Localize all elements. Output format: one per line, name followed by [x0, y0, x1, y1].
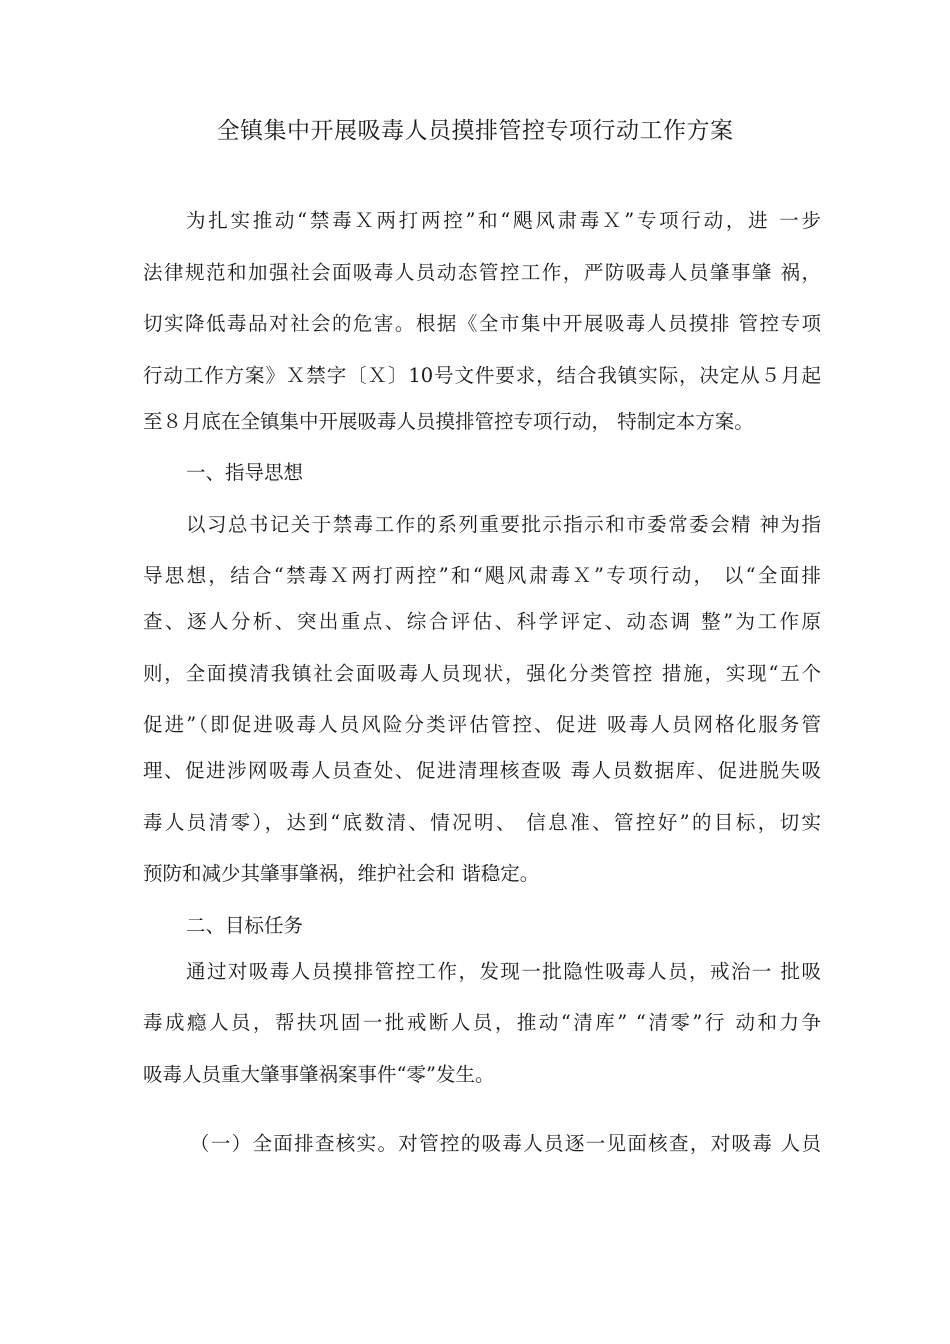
section2-line: 毒成瘾人员，帮扶巩固一批戒断人员，推动“清库” “清零”行 动和力争	[143, 1011, 821, 1034]
section2-line: 通过对吸毒人员摸排管控工作，发现一批隐性吸毒人员，戒治一 批吸	[186, 960, 821, 983]
section2-line: 吸毒人员重大肇事肇祸案事件“零”发生。	[143, 1063, 495, 1086]
intro-line: 为扎实推动“禁毒Ｘ两打两控”和“飓风肃毒Ｘ”专项行动，进 一步	[186, 209, 821, 232]
intro-line: 至８月底在全镇集中开展吸毒人员摸排管控专项行动， 特制定本方案。	[143, 410, 754, 433]
intro-line: 切实降低毒品对社会的危害。根据《全市集中开展吸毒人员摸排 管控专项	[143, 312, 821, 335]
intro-line: 法律规范和加强社会面吸毒人员动态管控工作，严防吸毒人员肇事肇 祸，	[143, 261, 821, 284]
section1-line: 则，全面摸清我镇社会面吸毒人员现状，强化分类管控 措施，实现“五个	[143, 662, 821, 685]
section1-line: 导思想，结合“禁毒Ｘ两打两控”和“飓风肃毒Ｘ”专项行动， 以“全面排	[143, 564, 821, 587]
section-heading-goals-tasks: 二、目标任务	[186, 914, 304, 937]
document-title: 全镇集中开展吸毒人员摸排管控专项行动工作方案	[216, 118, 734, 144]
subsection-line: （一）全面排查核实。对管控的吸毒人员逐一见面核查，对吸毒 人员	[190, 1132, 821, 1155]
section1-line: 理、促进涉网吸毒人员查处、促进清理核查吸 毒人员数据库、促进脱失吸	[143, 759, 821, 782]
intro-line: 行动工作方案》Ｘ禁字〔Ｘ〕10号文件要求，结合我镇实际，决定从５月起	[143, 364, 821, 387]
section1-line: 预防和减少其肇事肇祸，维护社会和 谐稳定。	[143, 862, 540, 885]
section1-line: 毒人员清零），达到“底数清、情况明、 信息准、管控好”的目标，切实	[143, 811, 821, 834]
section-heading-guiding-ideology: 一、指导思想	[186, 461, 304, 484]
section1-line: 查、逐人分析、突出重点、综合评估、科学评定、动态调 整”为工作原	[143, 610, 821, 633]
section1-line: 以习总书记关于禁毒工作的系列重要批示指示和市委常委会精 神为指	[186, 513, 821, 536]
section1-line: 促进”（即促进吸毒人员风险分类评估管控、促进 吸毒人员网格化服务管	[143, 713, 821, 736]
